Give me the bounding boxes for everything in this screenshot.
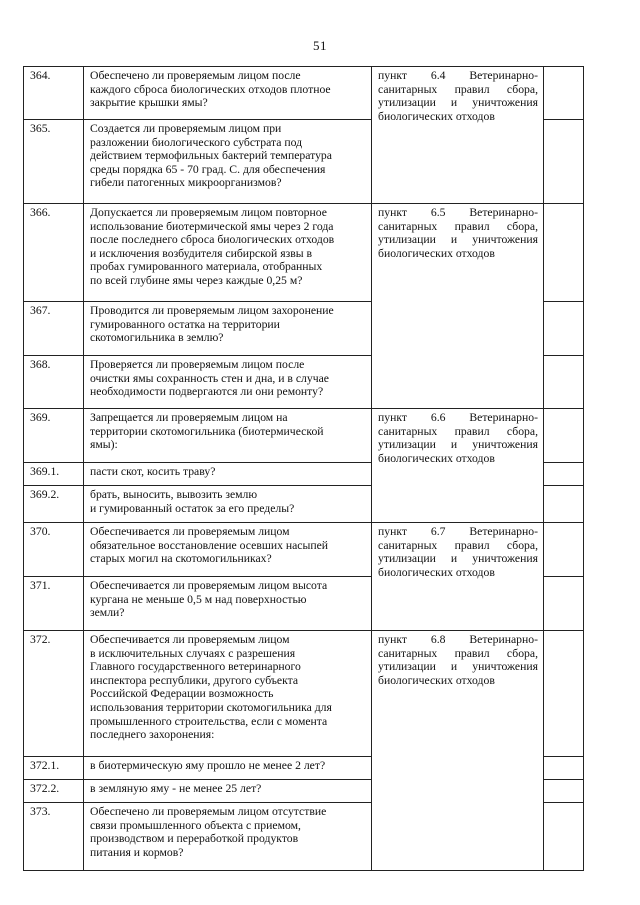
text-line: Российской Федерации возможность xyxy=(90,687,274,701)
text-line: Проводится ли проверяемым лицом захоронение xyxy=(90,304,334,317)
text-line: кургана не меньше 0,5 м над поверхностью xyxy=(90,592,307,606)
text-line: в биотермическую яму прошло не менее 2 лет? xyxy=(90,759,326,772)
text-line: обязательное восстановление осевших насыпей xyxy=(90,538,329,552)
question-cell xyxy=(84,523,372,577)
text-line: гибели патогенных микроорганизмов? xyxy=(90,176,282,190)
question-cell xyxy=(84,67,372,120)
text-line: утилизации и уничтожения xyxy=(378,660,538,674)
text-line: санитарных правил сбора, xyxy=(378,538,538,552)
question-cell xyxy=(84,631,372,757)
text-line: в исключительных случаях с разрешения xyxy=(90,646,296,660)
text-line: каждого сброса биологических отходов плотное xyxy=(90,82,331,96)
text-line: территории скотомогильника (биотермической xyxy=(90,424,324,438)
reference-cell xyxy=(372,409,544,523)
answer-cell xyxy=(544,67,584,120)
reference-cell xyxy=(372,631,544,871)
text-line: Создается ли проверяемым лицом при xyxy=(90,122,282,135)
text-line: и гумированный остаток за его пределы? xyxy=(90,501,295,515)
text-line: действием термофильных бактерий температура xyxy=(90,149,332,163)
row-number: 373. xyxy=(24,803,84,871)
question-cell xyxy=(84,757,372,780)
row-number: 372.2. xyxy=(24,780,84,803)
text-line: биологических отходов xyxy=(378,565,495,579)
text-line: пункт 6.6 Ветеринарно- xyxy=(378,411,538,424)
text-line: Запрещается ли проверяемым лицом на xyxy=(90,411,288,424)
text-line: использование биотермической ямы через 2 года xyxy=(90,219,334,233)
row-number: 367. xyxy=(24,302,84,356)
text-line: по всей глубине ямы через каждые 0,25 м? xyxy=(90,273,303,287)
text-line: Обеспечено ли проверяемым лицом после xyxy=(90,69,301,82)
question-cell xyxy=(84,302,372,356)
question-cell xyxy=(84,120,372,204)
answer-cell xyxy=(544,120,584,204)
text-line: земли? xyxy=(90,606,125,620)
text-line: санитарных правил сбора, xyxy=(378,219,538,233)
row-number: 372. xyxy=(24,631,84,757)
text-line: санитарных правил сбора, xyxy=(378,424,538,438)
text-line: инспектора республики, другого субъекта xyxy=(90,673,299,687)
question-cell xyxy=(84,803,372,871)
answer-cell xyxy=(544,523,584,577)
text-line: и исключения возбудителя сибирской язвы в xyxy=(90,246,313,260)
question-cell xyxy=(84,356,372,409)
text-line: пункт 6.7 Ветеринарно- xyxy=(378,525,538,538)
text-line: ямы): xyxy=(90,438,118,452)
text-line: среды порядка 65 - 70 град. С. для обеспечения xyxy=(90,162,326,176)
text-line: биологических отходов xyxy=(378,451,495,465)
row-number: 372.1. xyxy=(24,757,84,780)
answer-cell xyxy=(544,631,584,757)
question-cell xyxy=(84,780,372,803)
row-number: 369.2. xyxy=(24,486,84,523)
answer-cell xyxy=(544,757,584,780)
row-number: 369. xyxy=(24,409,84,463)
page-number: 51 xyxy=(313,38,327,53)
text-line: санитарных правил сбора, xyxy=(378,82,538,96)
text-line: разложении биологического субстрата под xyxy=(90,135,303,149)
text-line: пробах гумированного материала, отобранных xyxy=(90,260,323,274)
text-line: старых могил на скотомогильниках? xyxy=(90,552,272,566)
reference-cell xyxy=(372,523,544,631)
text-line: пункт 6.4 Ветеринарно- xyxy=(378,69,538,82)
text-line: пункт 6.8 Ветеринарно- xyxy=(378,633,538,646)
text-line: пункт 6.5 Ветеринарно- xyxy=(378,206,538,219)
text-line: питания и кормов? xyxy=(90,845,184,859)
checklist-table xyxy=(23,66,584,871)
question-cell xyxy=(84,409,372,463)
answer-cell xyxy=(544,577,584,631)
answer-cell xyxy=(544,204,584,302)
text-line: Допускается ли проверяемым лицом повторное xyxy=(90,206,327,219)
row-number: 366. xyxy=(24,204,84,302)
answer-cell xyxy=(544,780,584,803)
answer-cell xyxy=(544,356,584,409)
answer-cell xyxy=(544,486,584,523)
text-line: утилизации и уничтожения xyxy=(378,552,538,566)
answer-cell xyxy=(544,302,584,356)
text-line: Обеспечивается ли проверяемым лицом xyxy=(90,633,290,646)
text-line: использования территории скотомогильника для xyxy=(90,700,332,714)
reference-cell xyxy=(372,67,544,204)
text-line: утилизации и уничтожения xyxy=(378,96,538,110)
text-line: утилизации и уничтожения xyxy=(378,233,538,247)
row-number: 368. xyxy=(24,356,84,409)
row-number: 371. xyxy=(24,577,84,631)
answer-cell xyxy=(544,803,584,871)
table-row xyxy=(24,523,584,577)
row-number: 370. xyxy=(24,523,84,577)
text-line: Главного государственного ветеринарного xyxy=(90,660,301,674)
table-row xyxy=(24,67,584,120)
text-line: Обеспечивается ли проверяемым лицом высота xyxy=(90,579,328,592)
row-number: 369.1. xyxy=(24,463,84,486)
table-row xyxy=(24,631,584,757)
row-number: 364. xyxy=(24,67,84,120)
text-line: последнего захоронения: xyxy=(90,728,215,742)
row-number: 365. xyxy=(24,120,84,204)
text-line: Обеспечено ли проверяемым лицом отсутствие xyxy=(90,805,327,818)
text-line: биологических отходов xyxy=(378,246,495,260)
text-line: санитарных правил сбора, xyxy=(378,646,538,660)
question-cell xyxy=(84,204,372,302)
table-row xyxy=(24,409,584,463)
text-line: Обеспечивается ли проверяемым лицом xyxy=(90,525,290,538)
text-line: биологических отходов xyxy=(378,673,495,687)
answer-cell xyxy=(544,409,584,463)
text-line: скотомогильника в землю? xyxy=(90,331,224,345)
question-cell xyxy=(84,486,372,523)
table-row xyxy=(24,204,584,302)
text-line: пасти скот, косить траву? xyxy=(90,465,216,478)
text-line: промышленного строительства, если с момента xyxy=(90,714,328,728)
question-cell xyxy=(84,577,372,631)
text-line: закрытие крышки ямы? xyxy=(90,96,208,110)
text-line: утилизации и уничтожения xyxy=(378,438,538,452)
text-line: очистки ямы сохранность стен и дна, и в случае xyxy=(90,371,329,385)
text-line: брать, выносить, вывозить землю xyxy=(90,488,258,501)
text-line: Проверяется ли проверяемым лицом после xyxy=(90,358,305,371)
text-line: в земляную яму - не менее 25 лет? xyxy=(90,782,262,795)
text-line: после последнего сброса биологических отходов xyxy=(90,233,335,247)
reference-cell xyxy=(372,204,544,409)
question-cell xyxy=(84,463,372,486)
text-line: необходимости подвергаются ли они ремонту? xyxy=(90,385,324,399)
answer-cell xyxy=(544,463,584,486)
text-line: биологических отходов xyxy=(378,109,495,123)
text-line: гумированного остатка на территории xyxy=(90,317,280,331)
text-line: производством и переработкой продуктов xyxy=(90,832,299,846)
text-line: связи промышленного объекта с приемом, xyxy=(90,818,301,832)
